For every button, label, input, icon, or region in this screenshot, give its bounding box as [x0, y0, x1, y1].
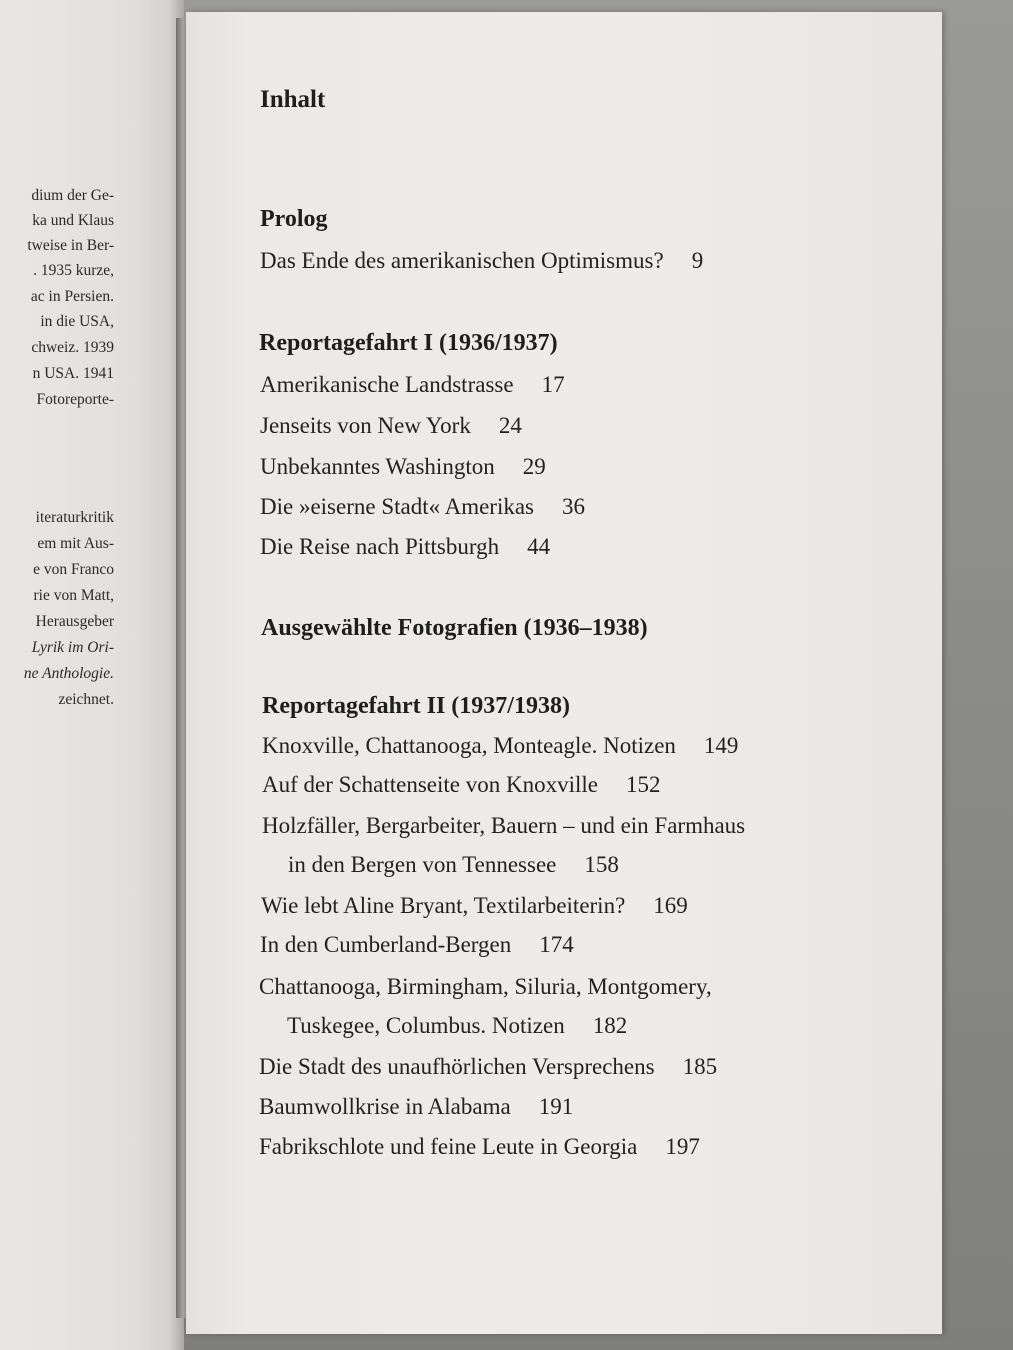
- left-text-line: . 1935 kurze,: [33, 262, 114, 279]
- entry-page: 191: [538, 1094, 574, 1119]
- left-text-line: e von Franco: [33, 561, 114, 578]
- toc-entry: [262, 772, 660, 798]
- entry-page: 44: [527, 534, 551, 559]
- left-text-line: Lyrik im Ori-: [31, 639, 114, 656]
- left-text-line: Herausgeber: [35, 613, 114, 630]
- entry-title: Jenseits von New York: [260, 413, 471, 438]
- entry-title: Fabrikschlote und feine Leute in Georgia: [259, 1134, 638, 1159]
- toc-entry-continuation: [288, 852, 619, 878]
- left-text-line: n USA. 1941: [32, 365, 114, 382]
- left-text-line: dium der Ge-: [31, 187, 114, 204]
- entry-title: Das Ende des amerikanischen Optimismus?: [260, 248, 664, 273]
- entry-page: 197: [665, 1134, 700, 1159]
- section-heading-part1: Reportagefahrt I (1936/1937): [259, 330, 558, 356]
- entry-page: 36: [562, 494, 586, 519]
- left-text-line: Fotoreporte-: [36, 391, 114, 408]
- left-text-line: tweise in Ber-: [27, 237, 114, 254]
- left-text-line: iteraturkritik: [35, 509, 114, 526]
- entry-title: Die »eiserne Stadt« Amerikas: [260, 494, 535, 519]
- entry-title: Chattanooga, Birmingham, Siluria, Montgomery,: [259, 974, 712, 999]
- toc-entry: [260, 413, 522, 439]
- entry-title: Wie lebt Aline Bryant, Textilarbeiterin?: [261, 893, 626, 918]
- entry-title: Holzfäller, Bergarbeiter, Bauern – und ein Farmhaus: [262, 813, 746, 838]
- entry-title: in den Bergen von Tennessee: [288, 852, 557, 877]
- left-text-line: rie von Matt,: [33, 587, 114, 604]
- entry-page: 174: [539, 932, 574, 957]
- left-text-line: em mit Aus-: [37, 535, 114, 552]
- entry-page: 29: [522, 454, 546, 479]
- toc-entry: [260, 534, 550, 560]
- entry-title: Amerikanische Landstrasse: [260, 372, 514, 397]
- section-heading-part2: Reportagefahrt II (1937/1938): [262, 693, 570, 719]
- entry-title: In den Cumberland-Bergen: [260, 932, 512, 957]
- toc-entry: [260, 494, 585, 520]
- entry-page: 182: [592, 1013, 628, 1038]
- entry-title: Tuskegee, Columbus. Notizen: [287, 1013, 565, 1038]
- toc-entry-continuation: [287, 1013, 627, 1039]
- left-text-line: ka und Klaus: [32, 212, 114, 229]
- left-text-line: in die USA,: [40, 313, 114, 330]
- entry-page: 185: [682, 1054, 718, 1079]
- entry-page: 24: [498, 413, 522, 438]
- entry-title: Knoxville, Chattanooga, Monteagle. Notizen: [262, 733, 676, 758]
- entry-title: Baumwollkrise in Alabama: [259, 1094, 511, 1119]
- toc-entry: [259, 1094, 573, 1120]
- entry-title: Unbekanntes Washington: [260, 454, 495, 479]
- entry-page: 149: [703, 733, 739, 758]
- left-text-line: chweiz. 1939: [31, 339, 114, 356]
- toc-entry: [259, 974, 712, 1000]
- toc-entry: [262, 733, 738, 759]
- entry-page: 169: [653, 893, 688, 918]
- entry-title: Auf der Schattenseite von Knoxville: [262, 772, 598, 797]
- entry-title: Die Stadt des unaufhörlichen Versprechens: [259, 1054, 655, 1079]
- entry-title: Die Reise nach Pittsburgh: [260, 534, 500, 559]
- toc-entry: [260, 372, 565, 398]
- entry-page: 158: [584, 852, 619, 877]
- toc-title: Inhalt: [260, 86, 326, 113]
- left-text-line: zeichnet.: [58, 691, 114, 708]
- toc-entry: [259, 1054, 717, 1080]
- toc-entry: [260, 248, 703, 274]
- entry-page: 152: [625, 772, 661, 797]
- toc-entry: [260, 454, 546, 480]
- left-text-line: ac in Persien.: [30, 288, 114, 305]
- section-heading-photos: Ausgewählte Fotografien (1936–1938): [261, 615, 648, 641]
- entry-page: 9: [691, 248, 704, 273]
- toc-entry: [260, 932, 574, 958]
- section-heading-prolog: Prolog: [260, 206, 328, 232]
- toc-entry: [261, 893, 688, 919]
- left-page: [0, 0, 184, 1350]
- toc-page: [186, 12, 942, 1334]
- toc-entry: [259, 1134, 700, 1160]
- entry-page: 17: [541, 372, 565, 397]
- left-text-line: ne Anthologie.: [23, 665, 114, 682]
- toc-entry: [262, 813, 745, 839]
